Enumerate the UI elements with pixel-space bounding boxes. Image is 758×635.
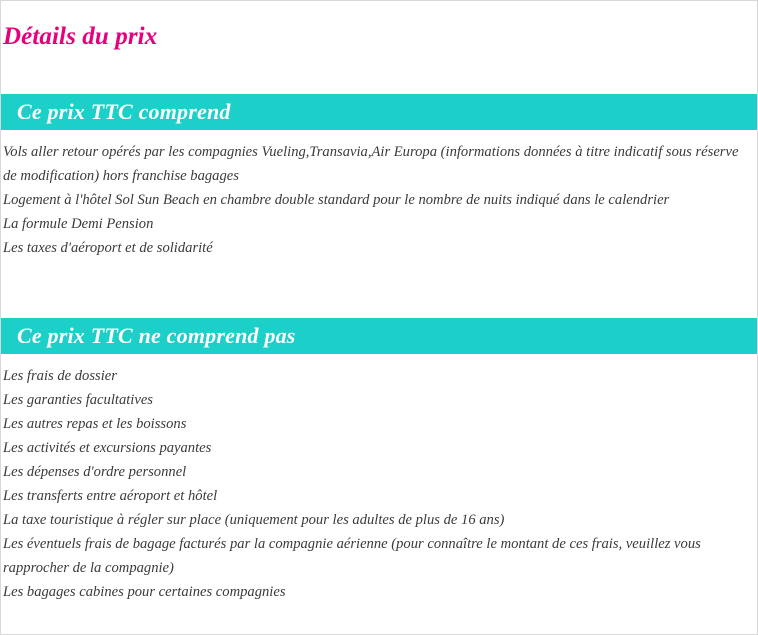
section-included-items: [1, 130, 757, 260]
list-item: Les garanties facultatives: [3, 392, 153, 408]
list-item: Les taxes d'aéroport et de solidarité: [3, 240, 213, 256]
section-excluded-heading: Ce prix TTC ne comprend pas: [1, 318, 757, 354]
list-item: Les activités et excursions payantes: [3, 440, 212, 456]
list-item: Vols aller retour opérés par les compagnies Vueling,Transavia,Air Europa (informations données à titre indicatif sous réserve de modification) hors franchise bagages: [3, 144, 739, 184]
list-item: Les bagages cabines pour certaines compagnies: [3, 584, 286, 600]
section-price-included: [1, 94, 757, 260]
page-title: Détails du prix: [3, 23, 158, 50]
list-item: La formule Demi Pension: [3, 216, 154, 232]
list-item: Logement à l'hôtel Sol Sun Beach en chambre double standard pour le nombre de nuits indiqué dans le calendrier: [3, 192, 670, 208]
price-details-page: [1, 1, 757, 634]
list-item: Les éventuels frais de bagage facturés par la compagnie aérienne (pour connaître le montant de ces frais, veuillez vous rapprocher de la compagnie): [3, 536, 701, 576]
list-item: La taxe touristique à régler sur place (uniquement pour les adultes de plus de 16 ans): [3, 512, 505, 528]
list-item: Les frais de dossier: [3, 368, 117, 384]
list-item: Les transferts entre aéroport et hôtel: [3, 488, 218, 504]
section-included-heading: Ce prix TTC comprend: [1, 94, 757, 130]
section-price-excluded: [1, 318, 757, 604]
list-item: Les autres repas et les boissons: [3, 416, 187, 432]
list-item: Les dépenses d'ordre personnel: [3, 464, 187, 480]
section-excluded-items: [1, 354, 757, 604]
